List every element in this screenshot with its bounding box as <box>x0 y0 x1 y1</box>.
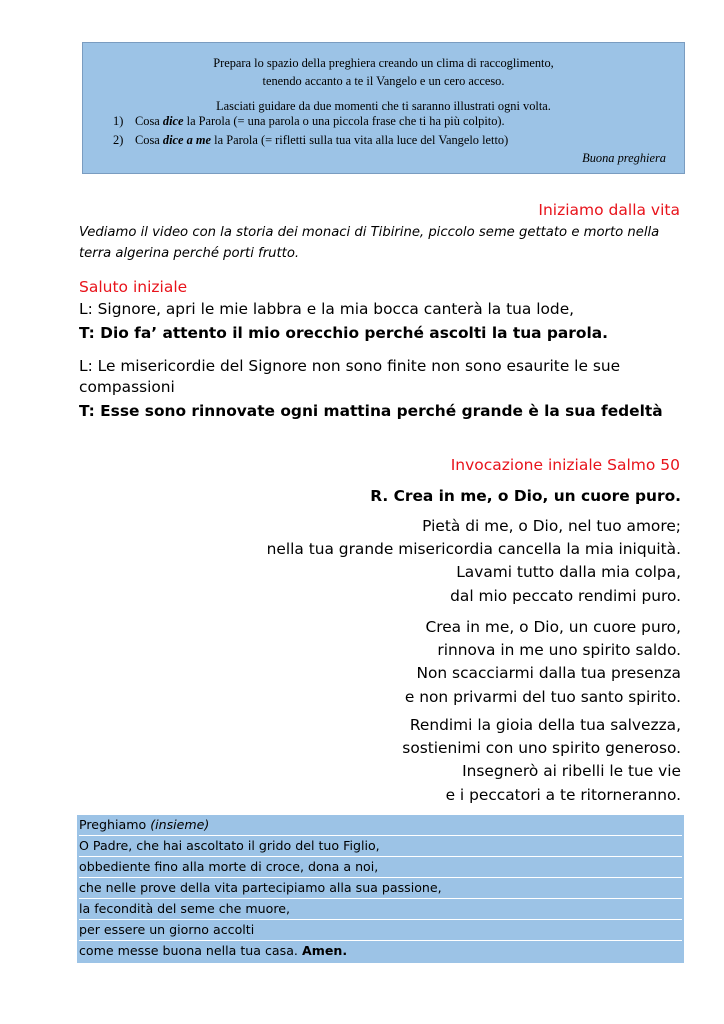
intro-box <box>82 42 685 174</box>
salmo-stanza <box>405 616 681 709</box>
saluto-line-all: T: Dio fa’ attento il mio orecchio perché ascolti la tua parola. <box>79 324 608 342</box>
salmo-verse: Non scacciarmi dalla tua presenza <box>416 664 681 683</box>
prayer-line: per essere un giorno accolti <box>79 920 682 941</box>
salmo-verse: Rendimi la gioia della tua salvezza, <box>409 716 681 734</box>
salmo-verse: Pietà di me, o Dio, nel tuo amore; <box>422 517 681 535</box>
list-text: la Parola (= una parola o una piccola frase che ti ha più colpito). <box>183 114 505 128</box>
salmo-verse: Insegnerò ai ribelli le tue vie <box>462 762 681 781</box>
list-text: Cosa <box>135 133 163 147</box>
intro-line-3: Lasciati guidare da due momenti che ti saranno illustrati ogni volta. <box>216 99 551 113</box>
saluto-line-leader: L: Le misericordie del Signore non sono finite non sono esaurite le sue compassioni <box>79 357 621 396</box>
salmo-verse: sostienimi con uno spirito generoso. <box>402 739 681 758</box>
intro-list-item <box>113 113 505 130</box>
salmo-verse: Crea in me, o Dio, un cuore puro, <box>425 618 681 636</box>
vita-text: Vediamo il video con la storia dei monaci di Tibirine, piccolo seme gettato e morto nella terra algerina perché porti frutto. <box>79 225 660 261</box>
list-emphasis: dice <box>162 114 184 128</box>
salmo-response <box>370 485 681 508</box>
saluto-line-leader: L: Signore, apri le mie labbra e la mia bocca canterà la tua lode, <box>79 300 575 318</box>
intro-closing: Buona preghiera <box>582 151 666 165</box>
salmo-verse: e i peccatori a te ritorneranno. <box>445 785 681 804</box>
prayer-line: obbediente fino alla morte di croce, dona a noi, <box>79 857 682 878</box>
saluto-line-all: T: Esse sono rinnovate ogni mattina perché grande è la sua fedeltà <box>79 402 663 420</box>
list-emphasis: dice a me <box>162 133 212 147</box>
list-text: la Parola (= rifletti sulla tua vita alla luce del Vangelo letto) <box>211 133 509 147</box>
list-number: 2) <box>113 133 124 147</box>
prayer-amen: Amen. <box>301 943 348 958</box>
saluto-heading: Saluto iniziale <box>79 278 188 296</box>
prayer-line: O Padre, che hai ascoltato il grido del tuo Figlio, <box>79 836 682 857</box>
salmo-verse: dal mio peccato rendimi puro. <box>450 586 681 605</box>
prayer-line: la fecondità del seme che muore, <box>79 899 682 920</box>
salmo-verse: rinnova in me uno spirito saldo. <box>437 641 681 660</box>
salmo-stanza <box>402 714 681 807</box>
list-text: Cosa <box>135 114 163 128</box>
salmo-verse: nella tua grande misericordia cancella la mia iniquità. <box>266 540 681 559</box>
salmo-verse: e non privarmi del tuo santo spirito. <box>404 687 681 706</box>
prayer-title-row <box>79 815 682 836</box>
intro-line-1: Prepara lo spazio della preghiera creando un clima di raccoglimento, <box>213 56 554 70</box>
intro-line-2: tenendo accanto a te il Vangelo e un cero acceso. <box>262 74 505 88</box>
prayer-subtitle: (insieme) <box>150 817 210 832</box>
salmo-heading: Invocazione iniziale Salmo 50 <box>450 456 680 474</box>
intro-list-item <box>113 132 508 149</box>
prayer-line: come messe buona nella tua casa. <box>79 943 298 958</box>
prayer-last-row <box>79 941 682 961</box>
prayer-title: Preghiamo <box>79 817 147 832</box>
vita-heading: Iniziamo dalla vita <box>538 201 680 219</box>
prayer-box <box>77 815 684 963</box>
prayer-line: che nelle prove della vita partecipiamo alla sua passione, <box>79 878 682 899</box>
salmo-stanza <box>267 515 681 608</box>
salmo-verse: Lavami tutto dalla mia colpa, <box>456 563 681 582</box>
salmo-response-text: R. Crea in me, o Dio, un cuore puro. <box>370 487 681 505</box>
list-number: 1) <box>113 114 124 128</box>
